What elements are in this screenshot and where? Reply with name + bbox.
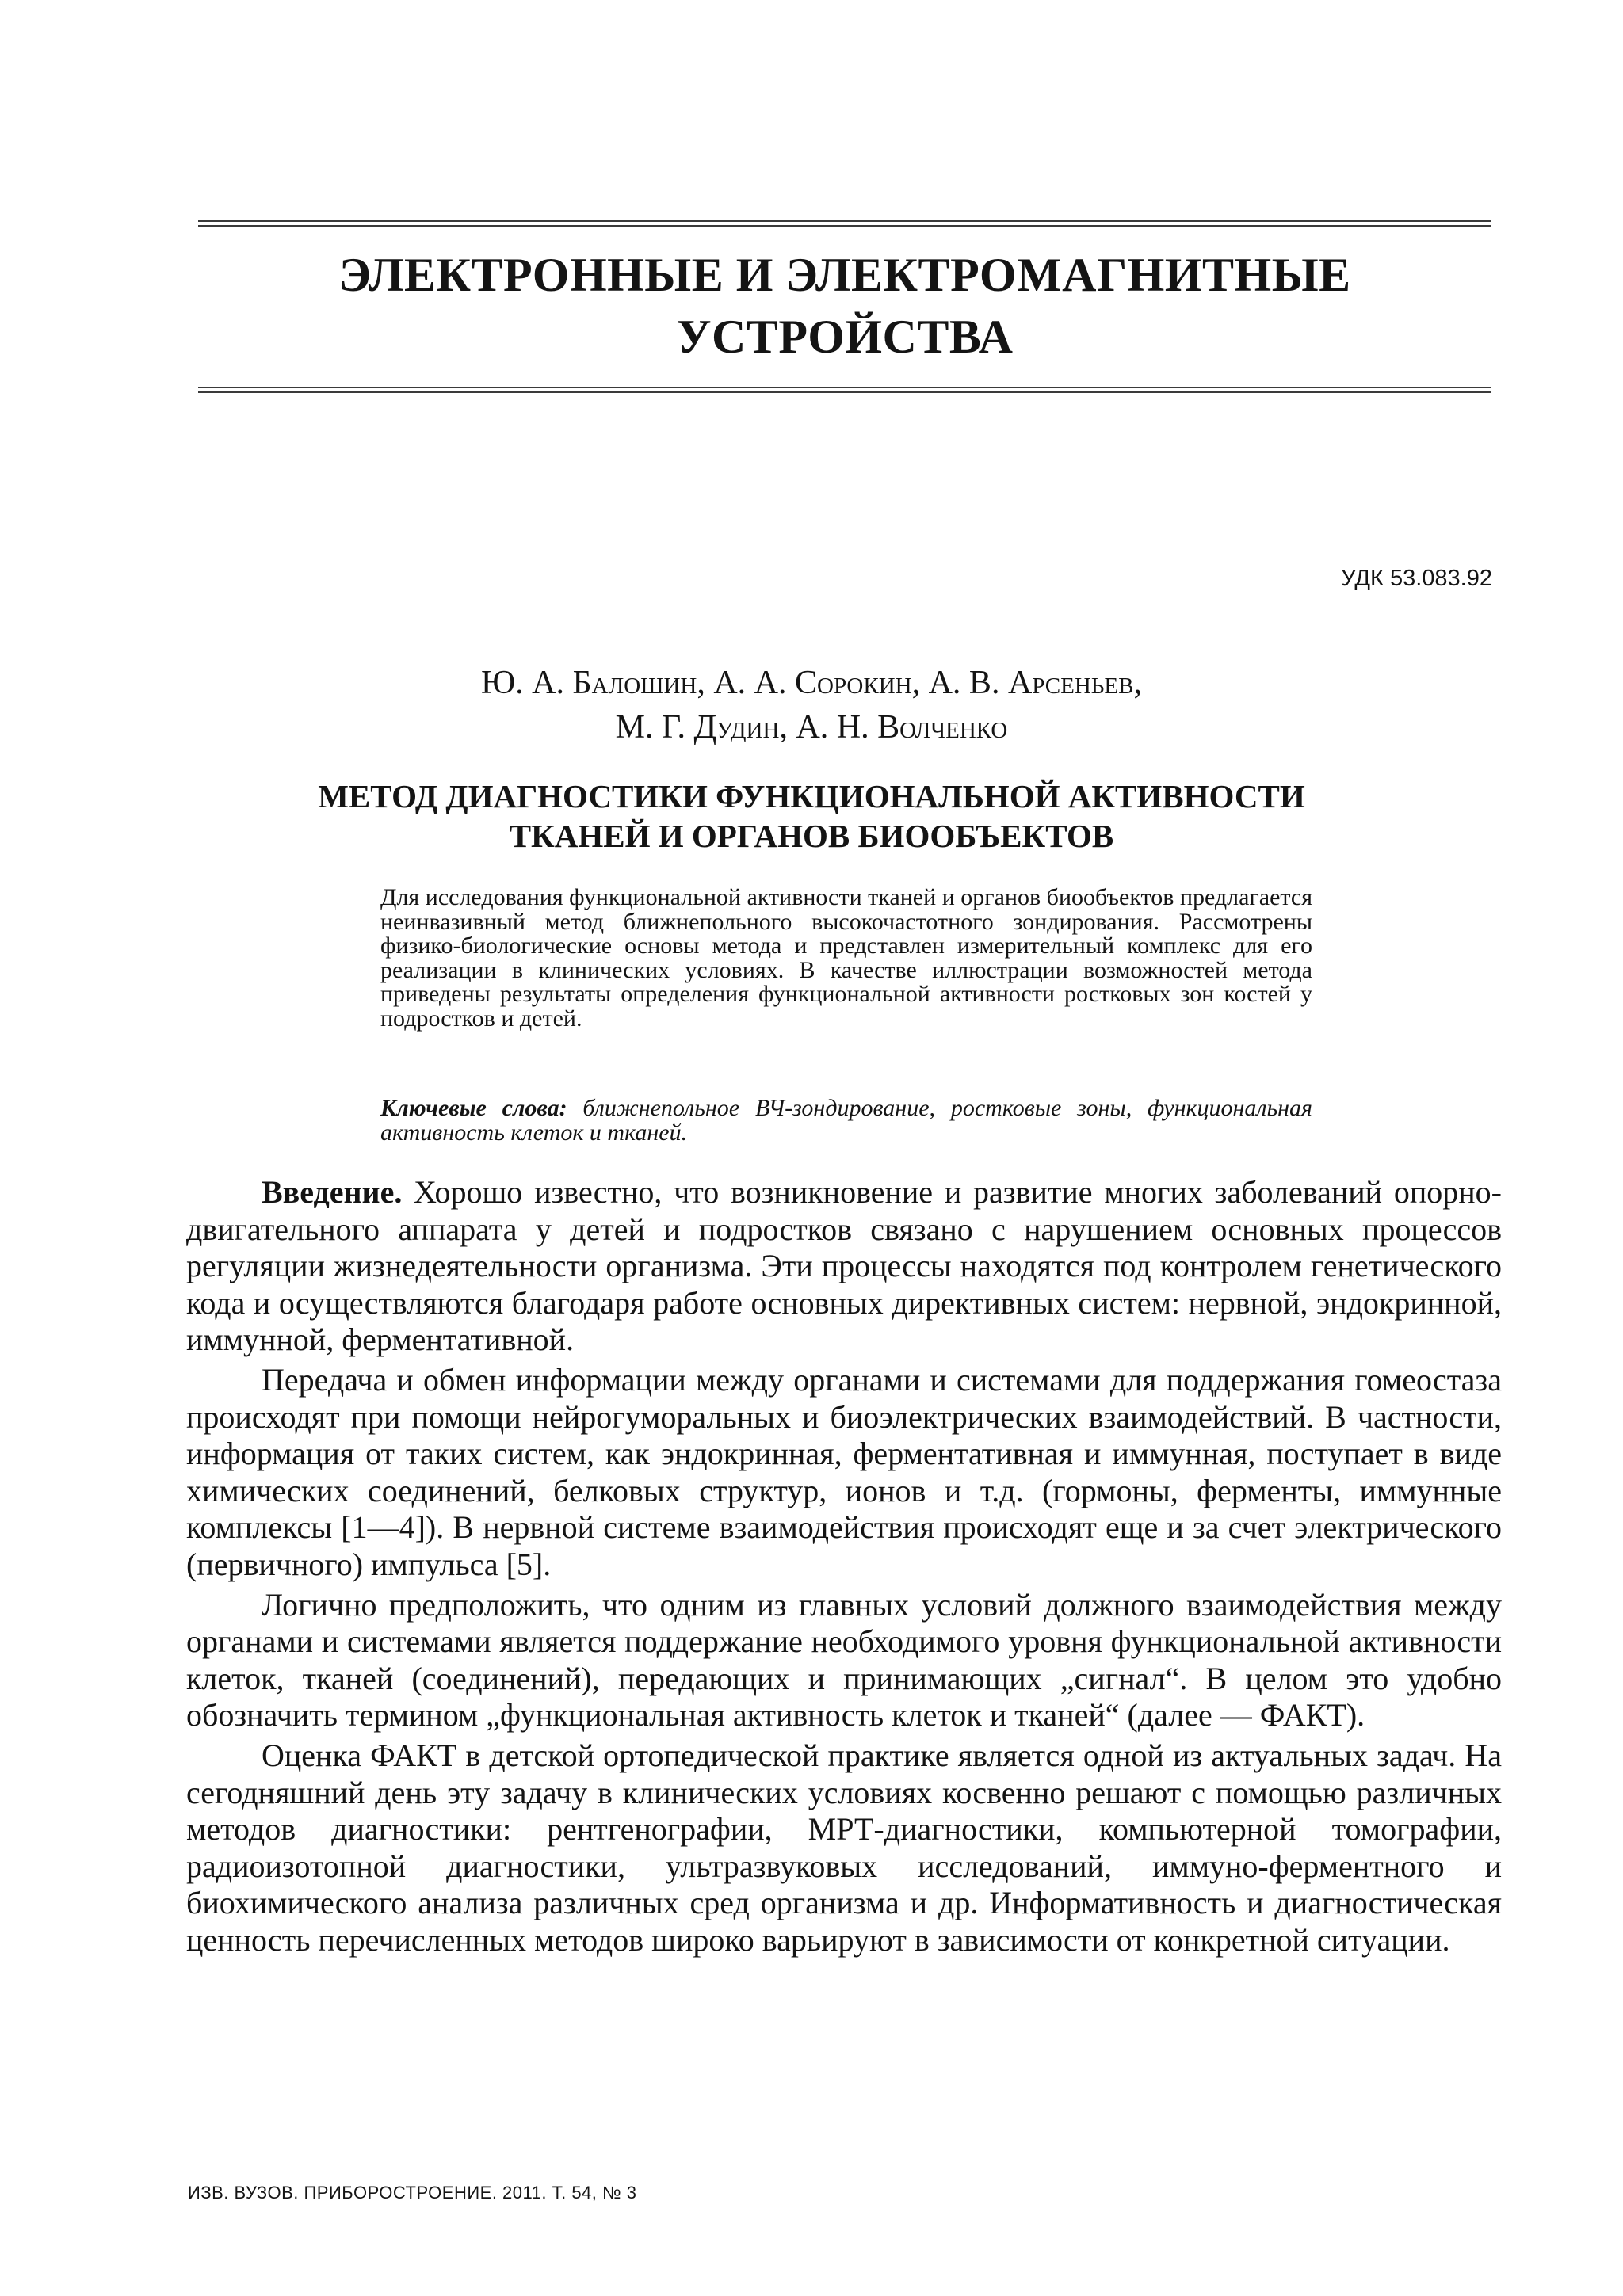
paragraph-2: Передача и обмен информации между органами и системами для поддержания гомеостаза происходят при помощи нейрогуморальных и биоэлектрических взаимодействий. В частности, информация от таких систем, как эндокринная, ферментативная и иммунная, поступает в виде химических соединений, белковых структур, ионов и т.д. (гормоны, ферменты, иммунные комплексы [1—4]). В нервной системе взаимодействия происходят еще и за счет электрического (первичного) импульса [5]. [186,1361,1502,1582]
keywords [380,1097,1312,1145]
paragraph-4: Оценка ФАКТ в детской ортопедической практике является одной из актуальных задач. На сегодняшний день эту задачу в клинических условиях косвенно решают с помощью различных методов диагностики: рентгенографии, МРТ-диагностики, компьютерной томографии, радиоизотопной диагностики, ультразвуковых исследований, иммуно-ферментного и биохимического анализа различных сред организма и др. Информативность и диагностическая ценность перечисленных методов широко варьируют в зависимости от конкретной ситуации. [186,1737,1502,1958]
article-title [0,776,1623,856]
section-title-line1: ЭЛЕКТРОННЫЕ И ЭЛЕКТРОМАГНИТНЫЕ [338,249,1351,301]
paragraph-intro-text: Хорошо известно, что возникновение и развитие многих заболеваний опорно-двигательного аппарата у детей и подростков связано с нарушением основных процессов регуляции жизнедеятельности организма. Эти процессы находятся под контролем генетического кода и осуществляются благодаря работе основных директивных систем: нервной, эндокринной, иммунной, ферментативной. [186,1174,1502,1358]
keywords-text: ближнепольное ВЧ-зондирование, ростковые зоны, функциональная активность клеток и тканей. [380,1095,1312,1146]
section-rule-bottom [198,387,1491,393]
section-header [198,220,1491,393]
authors [0,661,1623,749]
authors-line1: Ю. А. Балошин, А. А. Сорокин, А. В. Арсеньев, [481,665,1142,701]
keywords-label: Ключевые слова: [380,1095,567,1121]
section-rule-top [198,220,1491,227]
paragraph-intro [186,1174,1502,1359]
journal-footer: ИЗВ. ВУЗОВ. ПРИБОРОСТРОЕНИЕ. 2011. Т. 54, № 3 [188,2183,637,2203]
authors-line2: М. Г. Дудин, А. Н. Волченко [615,709,1008,746]
article-title-line2: ТКАНЕЙ И ОРГАНОВ БИООБЪЕКТОВ [509,818,1114,854]
article-title-line1: МЕТОД ДИАГНОСТИКИ ФУНКЦИОНАЛЬНОЙ АКТИВНОСТИ [318,778,1305,814]
intro-label: Введение. [262,1174,403,1210]
abstract: Для исследования функциональной активности тканей и органов биообъектов предлагается неинвазивный метод ближнепольного высокочастотного зондирования. Рассмотрены физико-биологические основы метода и представлен измерительный комплекс для его реализации в клинических условиях. В качестве иллюстрации возможностей метода приведены результаты определения функциональной активности ростковых зон костей у подростков и детей. [380,884,1312,1032]
paragraph-3: Логично предположить, что одним из главных условий должного взаимодействия между органами и системами является поддержание необходимого уровня функциональной активности клеток, тканей (соединений), передающих и принимающих „сигнал“. В целом это удобно обозначить термином „функциональная активность клеток и тканей“ (далее — ФАКТ). [186,1586,1502,1733]
section-title-line2: УСТРОЙСТВА [676,311,1014,363]
article-body [186,1174,1502,1962]
udc-code: УДК 53.083.92 [1341,566,1492,591]
section-title [198,244,1491,368]
